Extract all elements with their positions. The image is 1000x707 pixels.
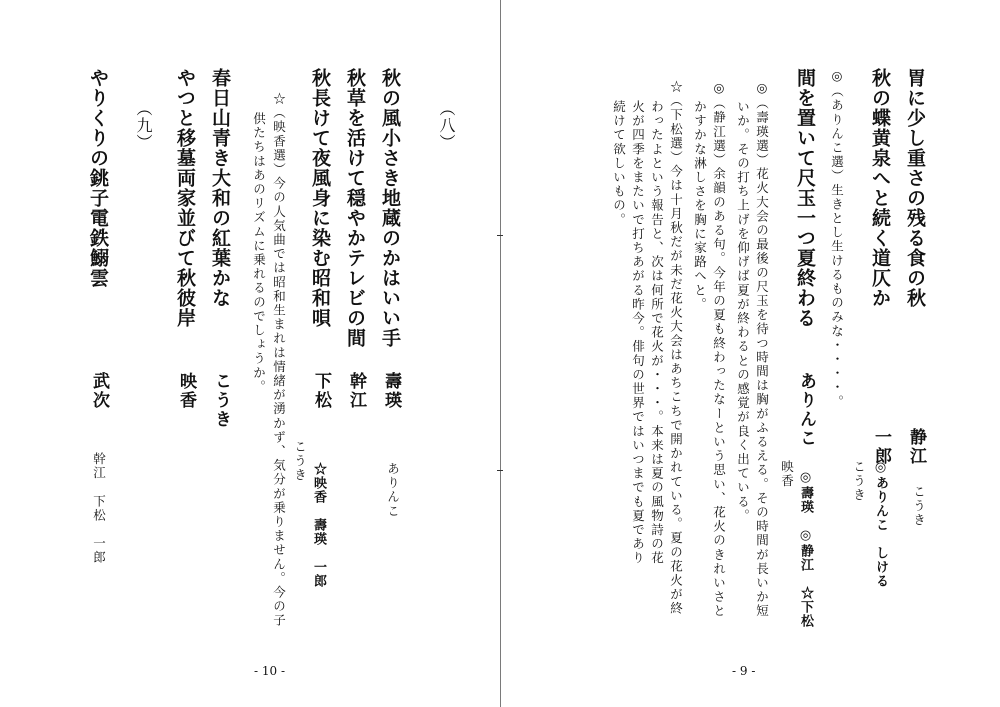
selection-note: ありんこ [385,462,401,519]
haiku-line: やつと移墓両家並びて秋彼岸 [174,68,196,328]
comment-text: 今の人気曲では昭和生まれは情緒が湧かず、気分が乗りません。今の子 [271,176,287,628]
comment-line [272,92,285,628]
haiku-author: 武次 [89,372,109,410]
haiku-line: やりくりの銚子電鉄鰯雲 [87,68,109,288]
selector-label: （静江選） [711,96,727,168]
haiku-line: 秋の蝶黄泉へと続く道仄か [869,68,891,308]
comment-line: 続けて欲しいもの。 [611,100,627,227]
selection-note: ☆映香 壽瑛 一郎 [311,462,326,588]
selection-note: こうき [851,460,867,503]
section-heading: （八） [437,100,456,151]
comment-line [755,80,768,618]
mark-symbol: ☆ [668,80,684,95]
haiku-author: ありんこ [796,372,816,448]
comment-line: 火が四季をまたいで打ちあがる昨今。俳句の世界ではいつまでも夏であり [630,100,646,566]
right-page [500,0,1000,707]
page-number: - 9 - [732,664,756,678]
haiku-author: 一郎 [871,428,891,466]
haiku-author: 幹江 [346,372,366,410]
selection-note: ◎ありんこ しける [873,460,888,588]
haiku-line: 秋長けて夜風身に染む昭和唄 [309,68,331,328]
selector-label: （下松選） [668,94,684,165]
selector-label: （映香選） [271,106,287,177]
comment-text: 余韻のある句。今年の夏も終わったなーという思い、花火のきれいさと [711,167,727,619]
selection-note: こうき [292,440,308,483]
haiku-author: 映香 [176,372,196,410]
haiku-line: 間を置いて尺玉一つ夏終わる [794,68,816,328]
comment-text: 花火大会の最後の尺玉を待つ時間は胸がふるえる。その時間が長いか短 [754,167,770,619]
haiku-line: 秋草を活けて穏やかテレビの間 [344,68,366,348]
haiku-author: こうき [211,372,231,429]
mark-symbol: ☆ [271,92,287,107]
comment-text: 生きとし生けるものみな・・・・。 [829,183,845,409]
comment-line: わったよという報告と、次は何所で花火が・・・。本来は夏の風物詩の花 [649,100,665,566]
comment-text: 今は十月秋だが未だ花火大会はあちこちで開かれている。夏の花火が終 [668,164,684,616]
comment-line: 供たちはあのリズムに乗れるのでしょうか。 [251,112,267,394]
haiku-author: 下松 [311,372,331,410]
mark-symbol: ◎ [829,68,845,85]
selection-note: ◎壽瑛 ◎静江 ☆下松 [798,470,813,628]
haiku-line: 春日山青き大和の紅葉かな [209,68,231,308]
mark-symbol: ◎ [711,80,727,97]
comment-line [669,80,682,616]
comment-line: いか。その打ち上げを仰げば夏が終わるとの感覚が良く出ている。 [735,100,751,523]
section-heading: （九） [134,100,153,151]
mark-symbol: ◎ [754,80,770,97]
selector-label: （壽瑛選） [754,96,770,168]
comment-line: かすかな淋しさを胸に家路へと。 [692,100,708,312]
comment-line [712,80,725,618]
selection-note: 映香 [779,460,795,489]
haiku-author: 壽瑛 [381,372,401,410]
haiku-author: 静江 [906,428,926,466]
page-number: - 10 - [254,664,286,678]
comment-line [830,68,843,409]
selection-note: 幹江 下松 一郎 [91,452,107,565]
selector-label: （ありんこ選） [829,84,845,184]
haiku-line: 秋の風小さき地蔵のかはいい手 [379,68,401,348]
selection-note: こうき [911,485,927,528]
haiku-line: 胃に少し重さの残る食の秋 [904,68,926,308]
